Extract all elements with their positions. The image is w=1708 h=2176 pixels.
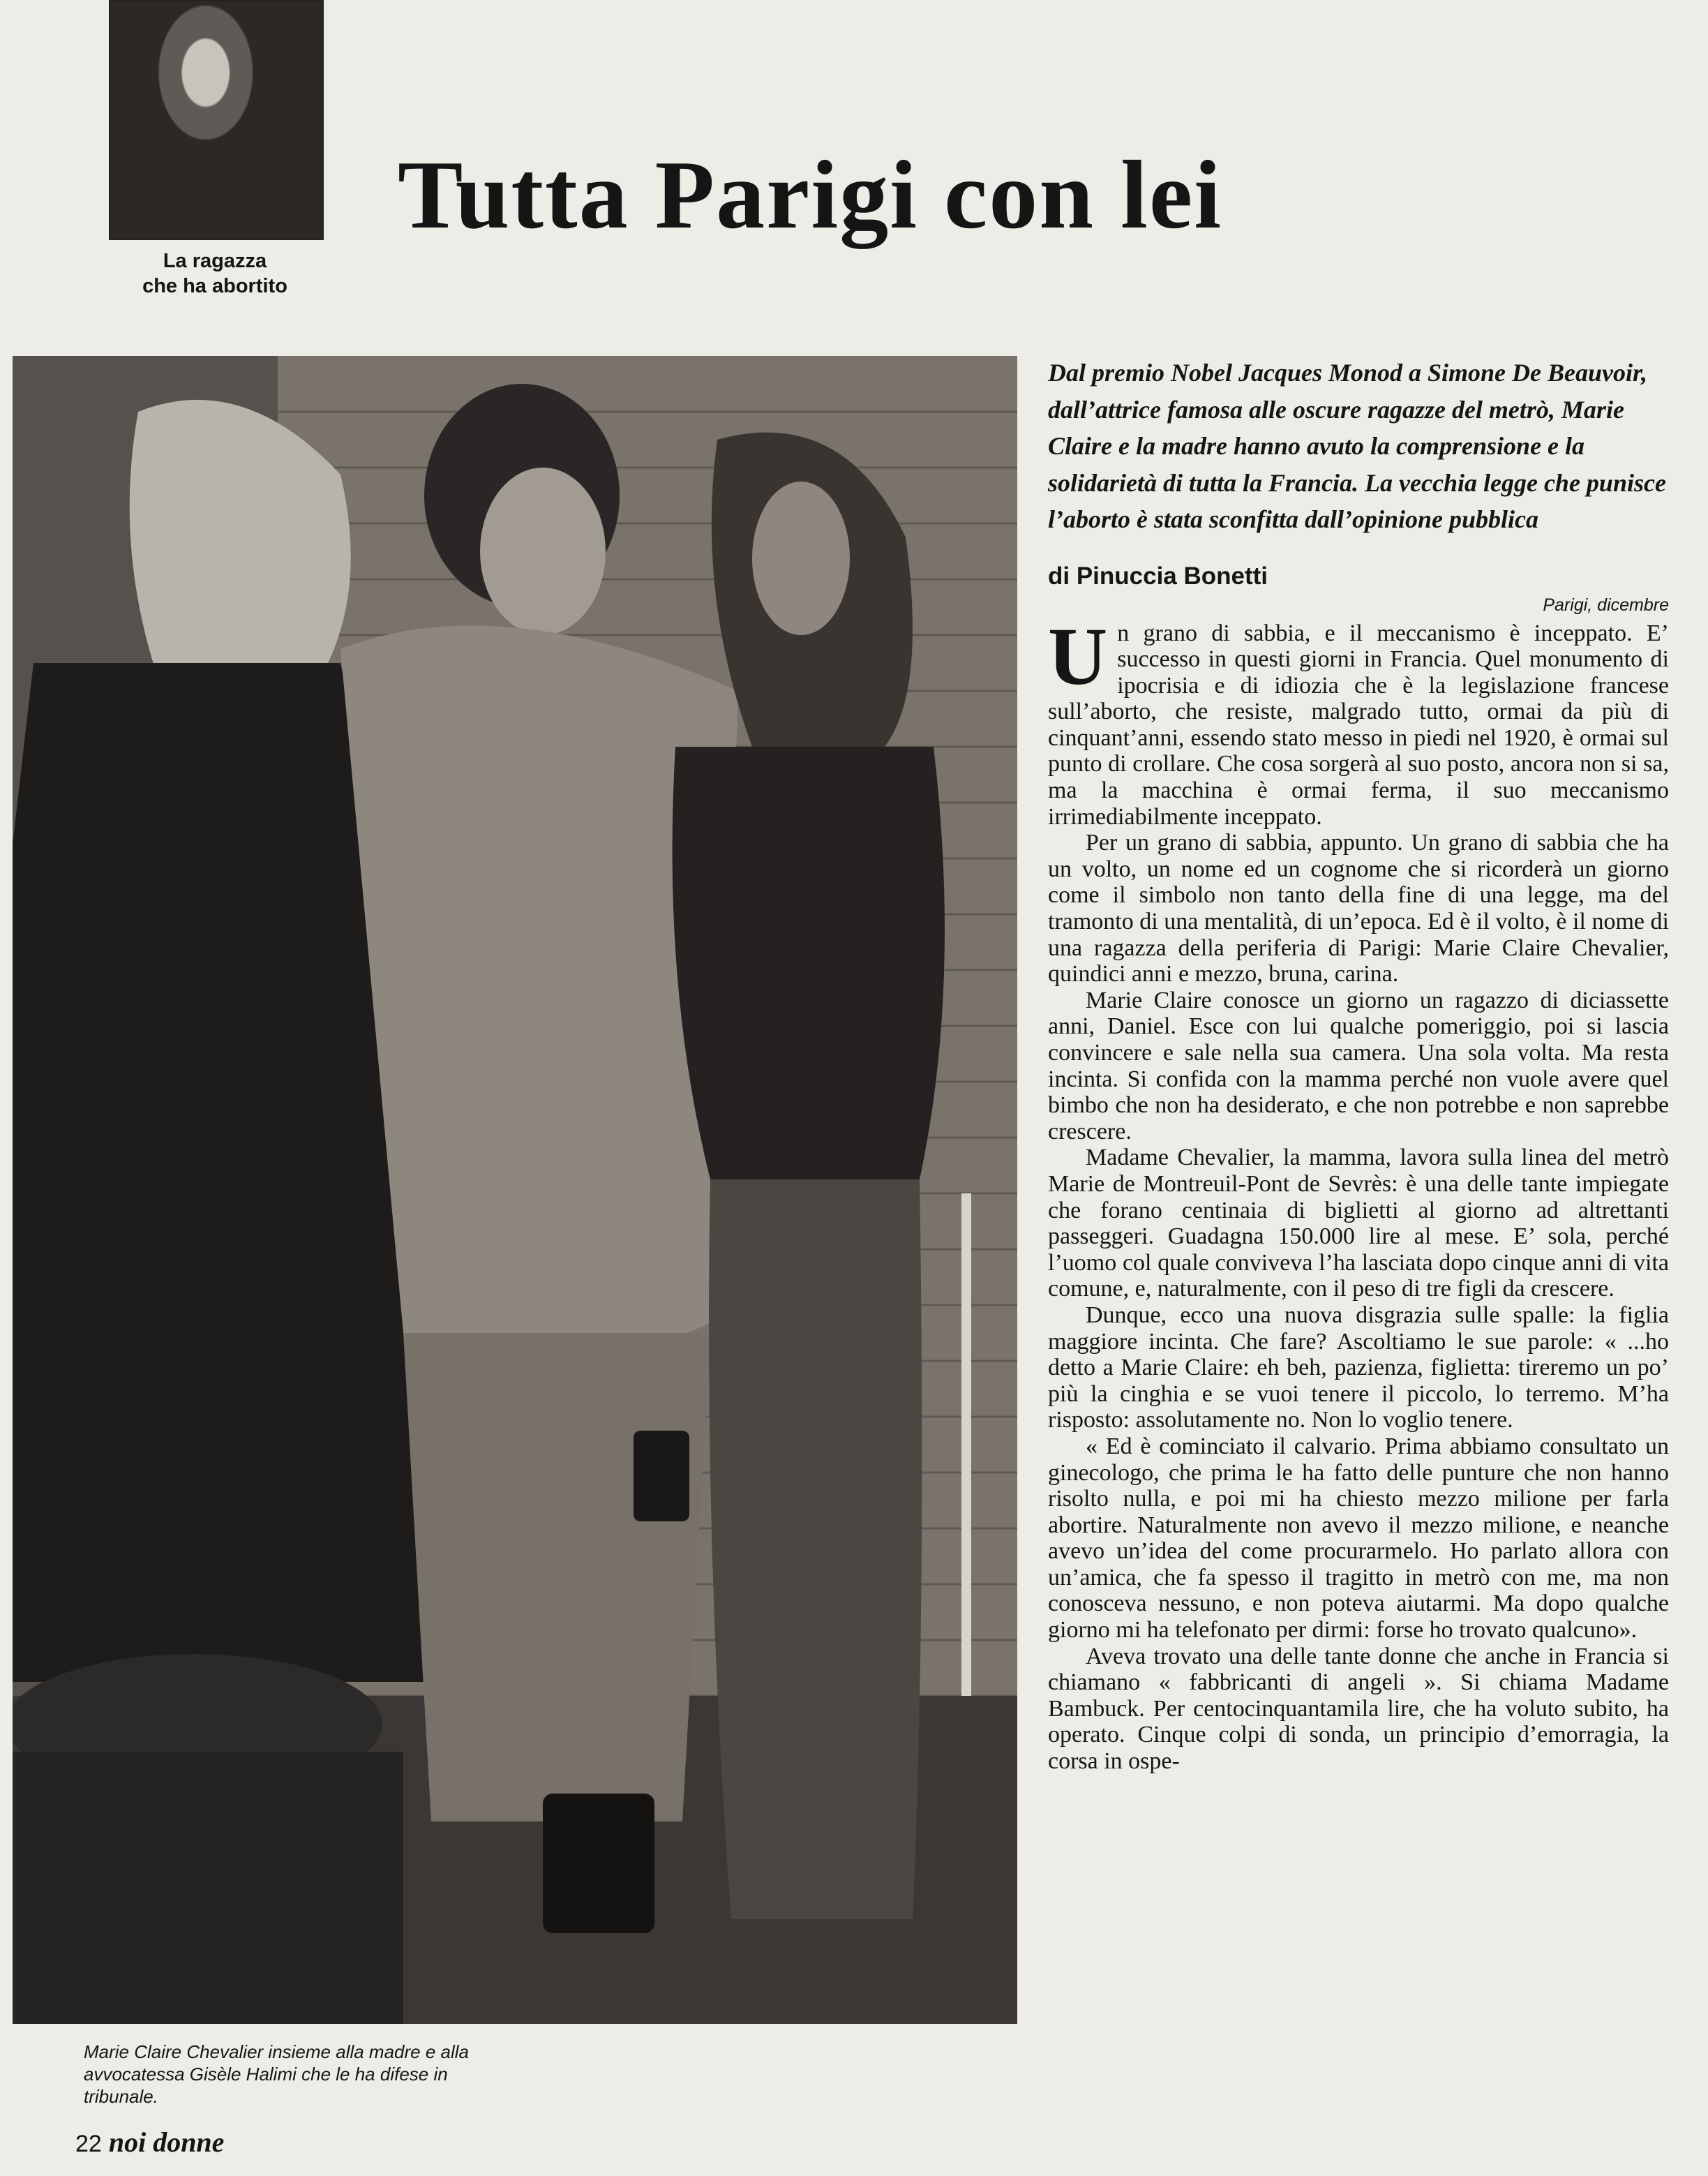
photo-caption: Marie Claire Chevalier insieme alla madre e alla avvocatessa Gisèle Halimi che le ha difese in tribunale. — [84, 2041, 470, 2107]
article-paragraph: Dunque, ecco una nuova disgrazia sulle spalle: la figlia maggiore incinta. Che fare? Ascoltiamo le sue parole: « ...ho detto a Marie Claire: eh beh, pazienza, figlietta: tireremo un po’ più la cinghia e se vuoi tenere il piccolo, lo terremo. M’ha risposto: assolutamente no. Non lo voglio tenere. — [1048, 1302, 1669, 1433]
byline: di Pinuccia Bonetti — [1048, 562, 1268, 590]
page-footer — [75, 2126, 224, 2161]
article-paragraph — [1048, 610, 1669, 830]
article-paragraph: Madame Chevalier, la mamma, lavora sulla linea del metrò Marie de Montreuil-Pont de Sevrès: è una delle tante impiegate che forano centinaia di biglietti al giorno ad altrettanti passeggeri. Guadagna 150.000 lire al mese. E’ sola, perché l’uomo col quale conviveva l’ha lasciata dopo cinque anni di vita comune, e, naturalmente, con il peso di tre figli da crescere. — [1048, 1145, 1669, 1302]
first-paragraph-text: n grano di sabbia, e il meccanismo è inceppato. E’ successo in questi giorni in Francia. Quel monumento di ipocrisia e di idiozia che è la legislazione francese sull’aborto, che resiste, malgrado tutto, ormai da più di cinquant’anni, essendo stato messo in piedi nel 1920, è ormai sul punto di crollare. Che cosa sorgerà al suo posto, ancora non si sa, ma la macchina è ormai ferma, il suo meccanismo irrimediabilmente inceppato. — [1048, 620, 1669, 830]
article-paragraph: Marie Claire conosce un giorno un ragazzo di diciassette anni, Daniel. Esce con lui qualche pomeriggio, poi si lascia convincere e sale nella sua camera. Una sola volta. Ma resta incinta. Si confida con la mamma perché non vuole avere quel bimbo che non ha desiderato, e che non potrebbe e non saprebbe crescere. — [1048, 987, 1669, 1145]
page-number: 22 — [75, 2131, 102, 2157]
main-photo-illustration — [13, 356, 1017, 2024]
headline: Tutta Parigi con lei — [398, 141, 1223, 249]
magazine-name: noi donne — [108, 2126, 225, 2158]
article-body — [1048, 610, 1669, 1775]
thumbnail-caption — [109, 248, 321, 299]
article-paragraph: Per un grano di sabbia, appunto. Un grano di sabbia che ha un volto, un nome ed un cognome che si ricorderà un giorno come il simbolo non tanto della fine di una legge, ma del tramonto di una mentalità, di un’epoca. Ed è il volto, è il nome di una ragazza della periferia di Parigi: Marie Claire Chevalier, quindici anni e mezzo, bruna, carina. — [1048, 830, 1669, 988]
thumbnail-photo — [109, 0, 324, 240]
thumbnail-caption-text: La ragazza che ha abortito — [142, 250, 287, 297]
drop-cap: U — [1048, 610, 1108, 702]
main-photo — [13, 356, 1017, 2024]
dateline: Parigi, dicembre — [1543, 595, 1669, 615]
article-column — [1048, 355, 1669, 1775]
article-paragraph: Aveva trovato una delle tante donne che anche in Francia si chiamano « fabbricanti di angeli ». Si chiama Madame Bambuck. Per centocinquantamila lire, che ha voluto subito, ha operato. Cinque colpi di sonda, un principio d’emorragia, la corsa in ospe- — [1048, 1643, 1669, 1775]
standfirst: Dal premio Nobel Jacques Monod a Simone De Beauvoir, dall’attrice famosa alle oscure ragazze del metrò, Marie Claire e la madre hanno avuto la comprensione e la solidarietà di tutta la Francia. La vecchia legge che punisce l’aborto è stata sconfitta dall’opinione pubblica — [1048, 359, 1666, 533]
article-paragraph: « Ed è cominciato il calvario. Prima abbiamo consultato un ginecologo, che prima le ha fatto delle punture che non hanno risolto nulla, e poi mi ha chiesto mezzo milione per farla abortire. Naturalmente non avevo il mezzo milione, e neanche avevo un’idea del come procurarmelo. Ho parlato allora con un’amica, che fa spesso il tragitto in metrò con me, ma non conosceva nessuno, e non poteva aiutarmi. Ma dopo qualche giorno mi ha telefonato per dirmi: forse ho trovato qualcuno». — [1048, 1433, 1669, 1644]
